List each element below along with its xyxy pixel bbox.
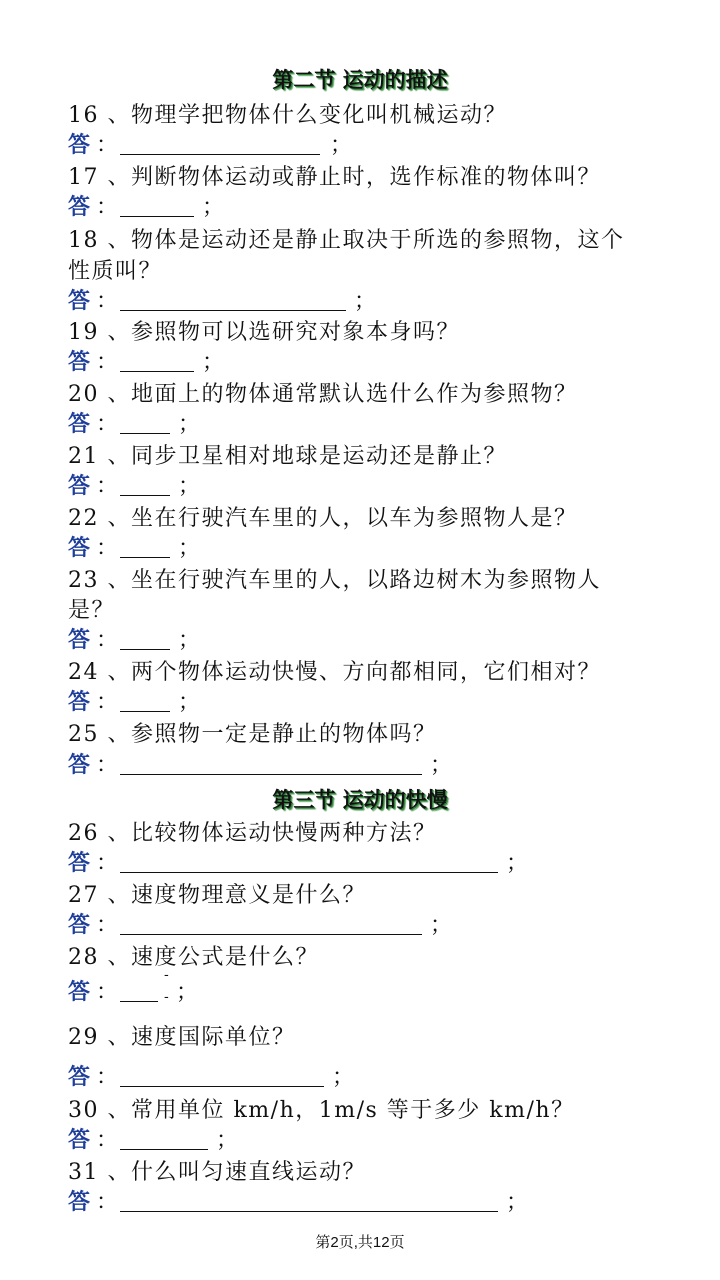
answer-label: 答: [68, 473, 91, 499]
answer-18: 答 ： ；: [68, 288, 377, 314]
answer-label: 答: [68, 912, 91, 938]
question-24: 24 、两个物体运动快慢、方向都相同，它们相对？: [68, 660, 601, 685]
answer-28: 答 ： - - ；: [68, 967, 199, 1005]
section-title-2: 第二节 运动的描述: [272, 67, 448, 92]
answer-blank[interactable]: [120, 433, 170, 434]
question-23: 23 、坐在行驶汽车里的人，以路边树木为参照物人: [68, 568, 601, 593]
question-16: 16 、物理学把物体什么变化叫机械运动？: [68, 103, 507, 128]
answer-30: 答 ： ；: [68, 1127, 239, 1153]
question-21: 21 、同步卫星相对地球是运动还是静止？: [68, 444, 507, 469]
question-26: 26 、比较物体运动快慢两种方法？: [68, 821, 437, 846]
answer-19: 答 ： ；: [68, 349, 225, 375]
answer-29: 答 ： ；: [68, 1064, 355, 1090]
question-17: 17 、判断物体运动或静止时，选作标准的物体叫？: [68, 165, 601, 190]
page-number: 第2页,共12页: [315, 1234, 405, 1251]
answer-blank[interactable]: [120, 154, 320, 155]
answer-23: 答 ： ；: [68, 627, 201, 653]
answer-label: 答: [68, 535, 91, 561]
answer-blank[interactable]: [120, 495, 170, 496]
answer-label: 答: [68, 1064, 91, 1090]
question-19: 19 、参照物可以选研究对象本身吗？: [68, 320, 460, 345]
answer-label: 答: [68, 752, 91, 778]
answer-label: 答: [68, 689, 91, 715]
answer-label: 答: [68, 627, 91, 653]
answer-17: 答 ： ；: [68, 194, 225, 220]
answer-label: 答: [68, 411, 91, 437]
answer-blank[interactable]: [120, 649, 170, 650]
formula-mark: -: [164, 989, 169, 1005]
answer-blank[interactable]: [120, 1211, 498, 1212]
answer-blank[interactable]: [120, 1086, 324, 1087]
answer-blank[interactable]: [120, 371, 194, 372]
answer-16: 答 ： ；: [68, 132, 353, 158]
answer-22: 答 ： ；: [68, 535, 201, 561]
question-29: 29 、速度国际单位？: [68, 1025, 296, 1050]
question-27: 27 、速度物理意义是什么？: [68, 883, 366, 908]
question-30: 30 、常用单位 km/h，1m/s 等于多少 km/h？: [68, 1098, 575, 1123]
answer-31: 答 ： ；: [68, 1189, 529, 1215]
answer-blank[interactable]: [120, 310, 346, 311]
answer-label: 答: [68, 850, 91, 876]
answer-blank[interactable]: [120, 872, 498, 873]
answer-blank[interactable]: [120, 216, 194, 217]
answer-label: 答: [68, 288, 91, 314]
answer-label: 答: [68, 132, 91, 158]
answer-label: 答: [68, 194, 91, 220]
answer-blank[interactable]: [120, 711, 170, 712]
answer-label: 答: [68, 1127, 91, 1153]
answer-27: 答 ： ；: [68, 912, 453, 938]
question-18: 18 、物体是运动还是静止取决于所选的参照物，这个: [68, 228, 625, 253]
answer-blank[interactable]: [120, 774, 422, 775]
answer-blank[interactable]: [120, 1001, 158, 1002]
answer-label: 答: [68, 349, 91, 375]
answer-blank[interactable]: [120, 1149, 208, 1150]
answer-blank[interactable]: [120, 557, 170, 558]
formula-mark: -: [164, 967, 169, 983]
answer-label: 答: [68, 979, 91, 1005]
answer-25: 答 ： ；: [68, 752, 453, 778]
section-title-3: 第三节 运动的快慢: [272, 787, 448, 812]
question-20: 20 、地面上的物体通常默认选什么作为参照物？: [68, 382, 578, 407]
answer-26: 答 ： ；: [68, 850, 529, 876]
question-25: 25 、参照物一定是静止的物体吗？: [68, 722, 437, 747]
answer-blank[interactable]: [120, 934, 422, 935]
question-22: 22 、坐在行驶汽车里的人，以车为参照物人是？: [68, 506, 578, 531]
question-31: 31 、什么叫匀速直线运动？: [68, 1160, 366, 1185]
answer-label: 答: [68, 1189, 91, 1215]
answer-21: 答 ： ；: [68, 473, 201, 499]
question-28: 28 、速度公式是什么？: [68, 945, 319, 970]
answer-24: 答 ： ；: [68, 689, 201, 715]
answer-20: 答 ： ；: [68, 411, 201, 437]
question-18-continued: 性质叫？: [68, 259, 163, 284]
question-23-continued: 是？: [68, 598, 116, 623]
